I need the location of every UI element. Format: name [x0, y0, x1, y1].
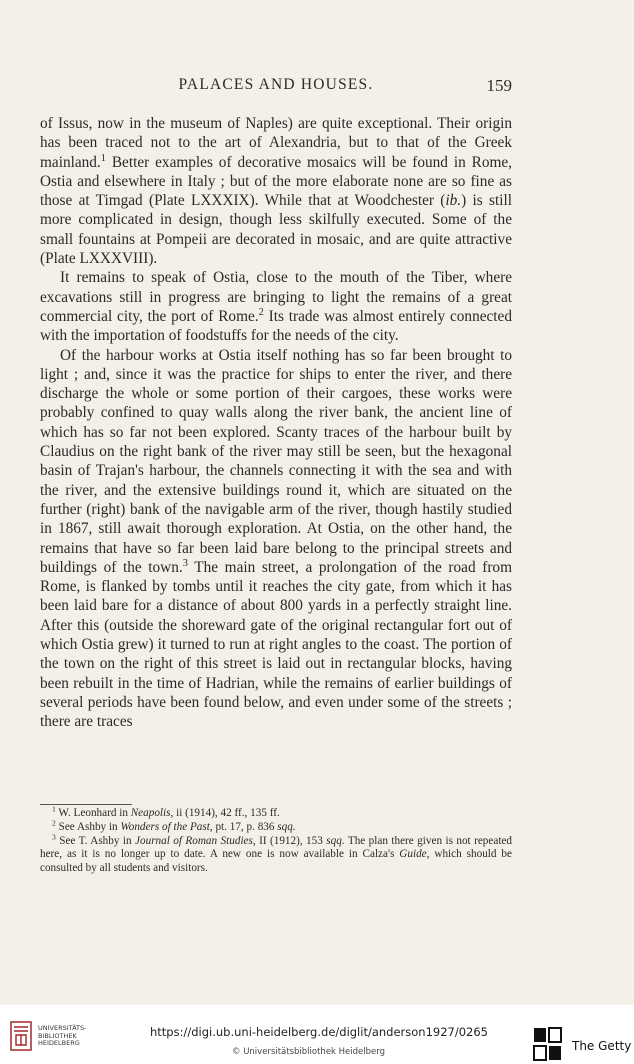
- page-number: 159: [486, 76, 512, 95]
- running-head: [40, 76, 512, 98]
- footnote-mark-2: 2: [258, 306, 264, 318]
- partner-name: The Getty: [572, 1039, 632, 1053]
- institution-name: UNIVERSITÄTS- BIBLIOTHEK HEIDELBERG: [38, 1024, 87, 1047]
- footnote-2: $^2$ See Ashby in Wonders of the Past, pt. 17, p. 836 sqq.: [52, 818, 296, 833]
- paragraph-1: of Issus, now in the museum of Naples) are quite exceptional. Their origin has been traced not to the art of Alexandria, but to that of the Greek mainland.$^1$ Better examples of decorative mosaics will be found in Rome, Ostia and elsewhere in Italy ; but of the more elaborate none are so fine as those at Timgad (Plate LXXXIX). While that at Woodchester (ib.) is still more complicated in design, though less skilfully executed. Some of the small fountains at Pompeii are decorated in mosaic, and are quite attractive (Plate LXXXVIII).: [40, 115, 513, 268]
- body-text: [40, 114, 512, 732]
- footnote-1: $^1$ W. Leonhard in Neapolis, ii (1914), 42 ff., 135 ff.: [52, 804, 280, 819]
- permalink-url[interactable]: https://digi.ub.uni-heidelberg.de/diglit/anderson1927/0265: [150, 1025, 488, 1039]
- footnote-mark-3: 3: [182, 557, 188, 569]
- footnote-3: $^3$ See T. Ashby in Journal of Roman Studies, II (1912), 153 sqq. The plan there given is not repeated here, as it is no longer up to date. A new one is now available in Calza's Guide, which should be consulted by all students and visitors.: [40, 831, 512, 875]
- paragraph-2: It remains to speak of Ostia, close to the mouth of the Tiber, where excavations still in progress are bringing to light the remains of a great commercial city, the port of Rome.$^2$ Its trade was almost entirely connected with the importation of foodstuffs for the needs of the city.: [40, 269, 512, 345]
- viewer-footer: [0, 1005, 634, 1064]
- copyright-notice: © Universitätsbibliothek Heidelberg: [232, 1047, 386, 1057]
- paragraph-3: Of the harbour works at Ostia itself nothing has so far been brought to light ; and, since it was the practice for ships to enter the river, and there discharge the whole or some portion of their cargoes, these works were probably confined to quay walls along the river bank, the ancient line of which has so far not been explored. Scanty traces of the harbour built by Claudius on the right bank of the river may still be seen, but the hexagonal basin of Trajan's harbour, the channels connecting it with the sea and with the river, and the extensive buildings round it, which are situated on the further (right) bank of the navigable arm of the river, though hastily studied in 1867, still await thorough exploration. At Ostia, on the other hand, the remains that have so far been laid bare belong to the principal streets and buildings of the town.$^3$ The main street, a prolongation of the road from Rome, is flanked by tombs until it reaches the city gate, from which it has been laid bare for a distance of about 800 yards in a perfectly straight line. After this (outside the shoreward gate of the original rectangular fort out of which Ostia grew) it turned to run at right angles to the coast. The portion of the town on the right of this street is laid out in rectangular blocks, having been rebuilt in the time of Hadrian, while the remains of earlier buildings of several periods have been found below, and even under some of the streets ; there are traces: [40, 346, 512, 731]
- running-head-title: PALACES AND HOUSES.: [178, 76, 374, 93]
- getty-logo-icon: [533, 1027, 563, 1061]
- footnotes: [40, 804, 512, 876]
- footnote-mark-1: 1: [100, 152, 106, 164]
- university-library-logo-icon: [10, 1021, 32, 1051]
